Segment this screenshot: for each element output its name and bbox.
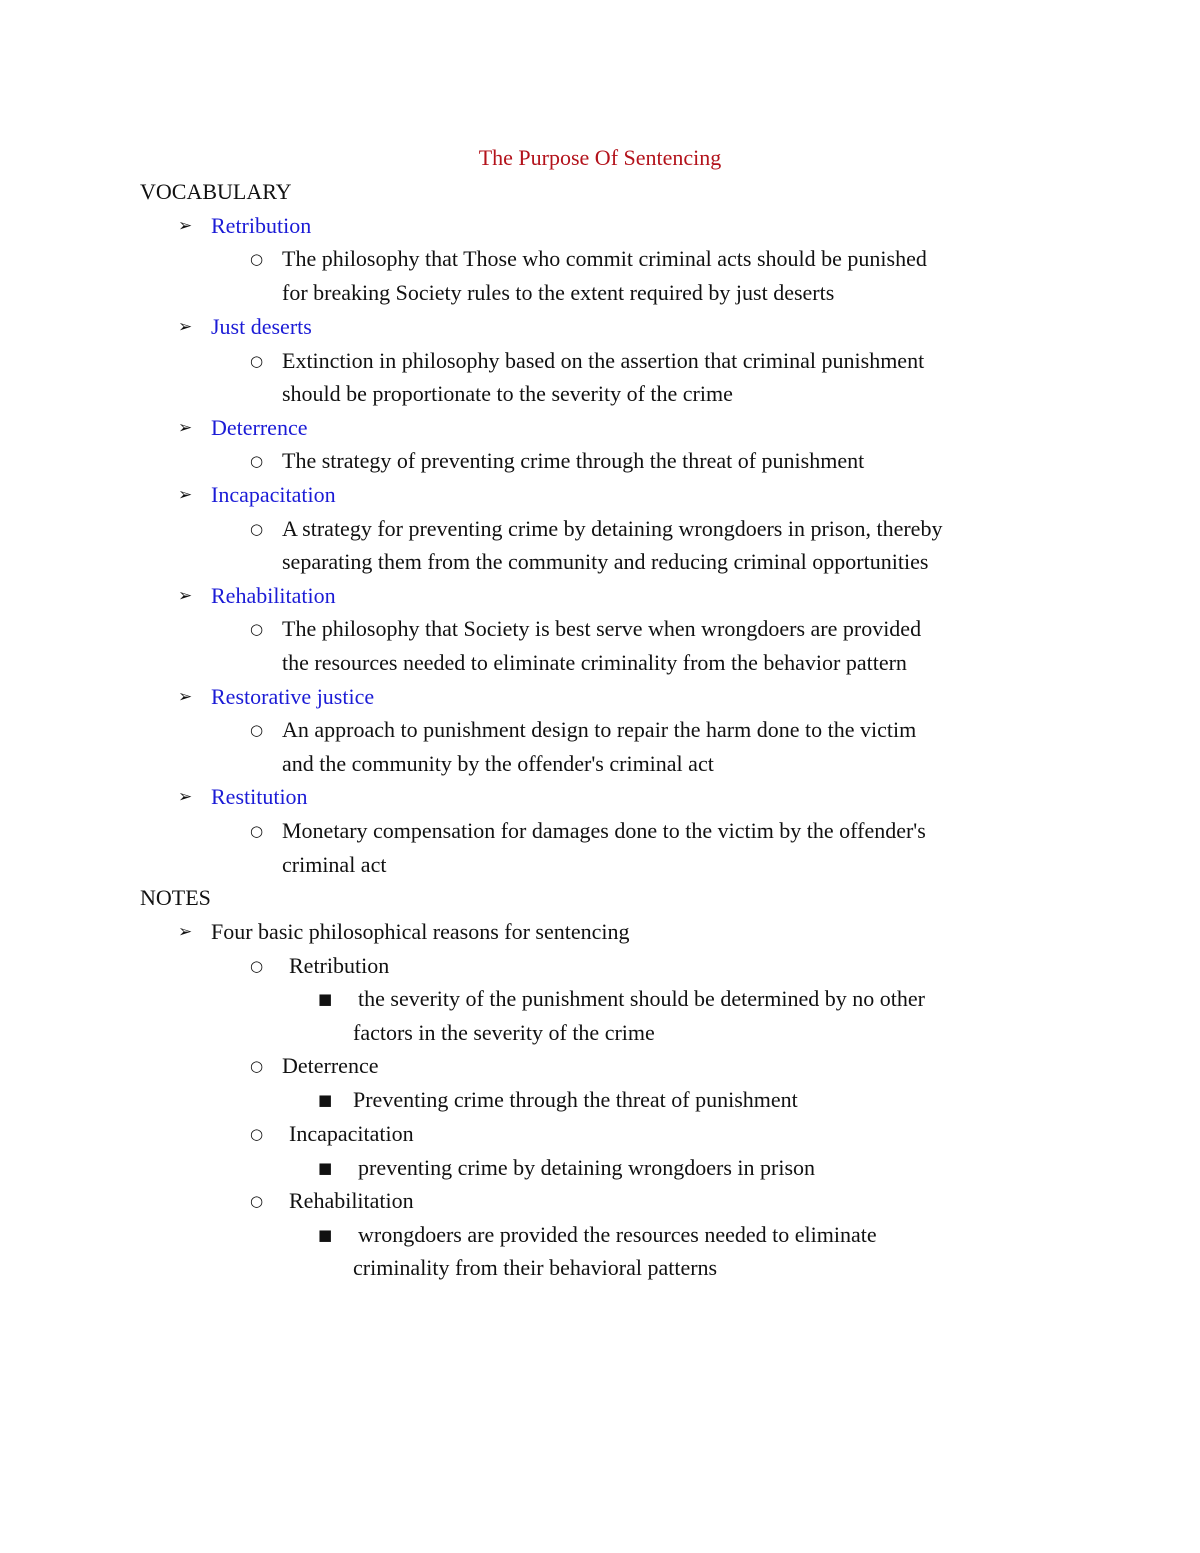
- notes-detail-line: factors in the severity of the crime: [353, 1020, 655, 1045]
- circle-bullet-icon: ○: [250, 352, 264, 370]
- notes-heading: NOTES: [140, 885, 211, 910]
- square-bullet-icon: ■: [318, 1159, 333, 1177]
- vocab-definition-line: An approach to punishment design to repair the harm done to the victim: [282, 717, 917, 742]
- arrow-bullet-icon: ➢: [178, 418, 193, 438]
- notes-reason-deterrence: Deterrence: [282, 1053, 379, 1078]
- circle-bullet-icon: ○: [250, 520, 264, 538]
- vocab-definition-line: The philosophy that Society is best serve when wrongdoers are provided: [282, 616, 922, 641]
- page-title: The Purpose Of Sentencing: [478, 145, 722, 170]
- vocab-definition-line: criminal act: [282, 852, 387, 877]
- vocab-definition-line: A strategy for preventing crime by detaining wrongdoers in prison, thereby: [282, 516, 943, 541]
- vocab-term-restorative-justice: Restorative justice: [211, 684, 375, 709]
- notes-reason-rehabilitation: Rehabilitation: [289, 1188, 414, 1213]
- circle-bullet-icon: ○: [250, 721, 264, 739]
- square-bullet-icon: ■: [318, 990, 333, 1008]
- vocab-definition-line: The strategy of preventing crime through the threat of punishment: [282, 448, 865, 473]
- circle-bullet-icon: ○: [250, 957, 264, 975]
- vocab-definition-line: for breaking Society rules to the extent required by just deserts: [282, 280, 835, 305]
- vocab-term-rehabilitation: Rehabilitation: [211, 583, 336, 608]
- notes-detail-line: wrongdoers are provided the resources needed to eliminate: [358, 1222, 877, 1247]
- vocab-definition-line: Monetary compensation for damages done to the victim by the offender's: [282, 818, 926, 843]
- square-bullet-icon: ■: [318, 1226, 333, 1244]
- circle-bullet-icon: ○: [250, 620, 264, 638]
- notes-detail-line: Preventing crime through the threat of punishment: [353, 1087, 798, 1112]
- circle-bullet-icon: ○: [250, 822, 264, 840]
- arrow-bullet-icon: ➢: [178, 485, 193, 505]
- vocab-definition-line: separating them from the community and reducing criminal opportunities: [282, 549, 929, 574]
- notes-detail-line: preventing crime by detaining wrongdoers in prison: [358, 1155, 816, 1180]
- arrow-bullet-icon: ➢: [178, 317, 193, 337]
- vocab-term-just-deserts: Just deserts: [211, 314, 312, 339]
- vocab-definition-line: Extinction in philosophy based on the assertion that criminal punishment: [282, 348, 925, 373]
- notes-reason-incapacitation: Incapacitation: [289, 1121, 414, 1146]
- vocab-term-incapacitation: Incapacitation: [211, 482, 336, 507]
- notes-detail-line: the severity of the punishment should be determined by no other: [358, 986, 925, 1011]
- square-bullet-icon: ■: [318, 1091, 333, 1109]
- arrow-bullet-icon: ➢: [178, 922, 193, 942]
- arrow-bullet-icon: ➢: [178, 216, 193, 236]
- vocab-definition-line: and the community by the offender's criminal act: [282, 751, 714, 776]
- vocab-definition-line: The philosophy that Those who commit criminal acts should be punished: [282, 246, 927, 271]
- vocab-term-retribution: Retribution: [211, 213, 312, 238]
- circle-bullet-icon: ○: [250, 1057, 264, 1075]
- arrow-bullet-icon: ➢: [178, 687, 193, 707]
- vocabulary-heading: VOCABULARY: [140, 179, 292, 204]
- vocab-definition-line: the resources needed to eliminate criminality from the behavior pattern: [282, 650, 907, 675]
- vocab-term-restitution: Restitution: [211, 784, 308, 809]
- notes-reason-retribution: Retribution: [289, 953, 390, 978]
- circle-bullet-icon: ○: [250, 1192, 264, 1210]
- vocab-definition-line: should be proportionate to the severity of the crime: [282, 381, 733, 406]
- notes-topic: Four basic philosophical reasons for sentencing: [211, 919, 630, 944]
- arrow-bullet-icon: ➢: [178, 787, 193, 807]
- circle-bullet-icon: ○: [250, 250, 264, 268]
- circle-bullet-icon: ○: [250, 1125, 264, 1143]
- arrow-bullet-icon: ➢: [178, 586, 193, 606]
- notes-detail-line: criminality from their behavioral patterns: [353, 1255, 718, 1280]
- vocab-term-deterrence: Deterrence: [211, 415, 308, 440]
- circle-bullet-icon: ○: [250, 452, 264, 470]
